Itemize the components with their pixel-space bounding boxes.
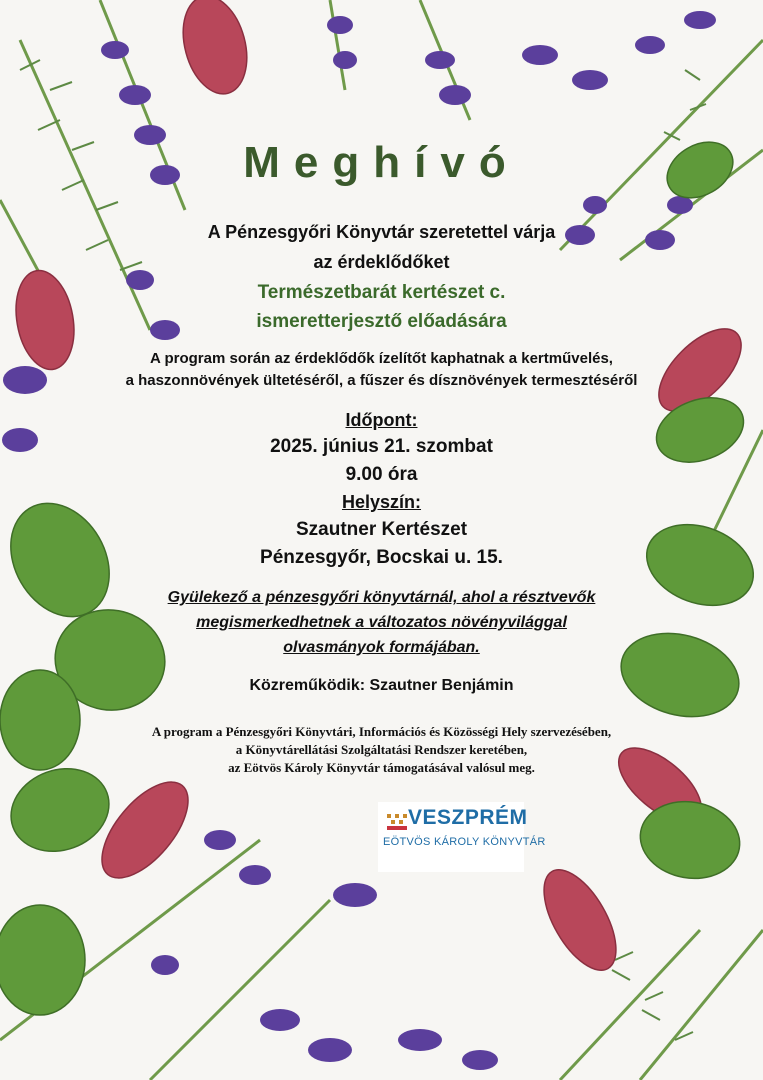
time-label: Időpont: — [345, 410, 418, 430]
gathering-line-2: megismerkedhetnek a változatos növényvilággal — [196, 614, 567, 631]
intro-line-1: A Pénzesgyőri Könyvtár szeretettel várja — [207, 222, 556, 242]
lecture-title-2: ismeretterjesztő előadására — [256, 311, 507, 332]
place-label: Helyszín: — [341, 492, 422, 512]
footer-line-3: az Eötvös Károly Könyvtár támogatásával valósul meg. — [228, 760, 535, 775]
place-address: Pénzesgyőr, Bocskai u. 15. — [260, 547, 503, 568]
footer-line-1: A program a Pénzesgyőri Könyvtári, Információs és Közösségi Hely szervezésében, — [151, 724, 612, 739]
intro-line-2: az érdeklődőket — [313, 252, 450, 272]
crown-icon — [386, 812, 408, 834]
gathering-line-1: Gyülekező a pénzesgyőri könyvtárnál, ahol a résztvevők — [167, 589, 596, 606]
library-logo — [378, 802, 546, 872]
lecture-title-1: Természetbarát kertészet c. — [257, 282, 506, 303]
logo-name: VESZPRÉM — [408, 806, 528, 829]
program-line-1: A program során az érdeklődők ízelítőt kaphatnak a kertművelés, — [150, 350, 613, 367]
footer-line-2: a Könyvtárellátási Szolgáltatási Rendszer keretében, — [235, 742, 528, 757]
event-time: 9.00 óra — [345, 464, 418, 485]
program-line-2: a haszonnövények ültetéséről, a fűszer és dísznövények termesztéséről — [125, 372, 638, 389]
place-name: Szautner Kertészet — [295, 519, 468, 540]
logo-subtitle: EÖTVÖS KÁROLY KÖNYVTÁR — [383, 836, 546, 848]
contributor: Közreműködik: Szautner Benjámin — [249, 677, 514, 694]
event-date: 2025. június 21. szombat — [270, 436, 493, 457]
gathering-line-3: olvasmányok formájában. — [283, 639, 480, 656]
page-title: Meghívó — [243, 138, 520, 187]
